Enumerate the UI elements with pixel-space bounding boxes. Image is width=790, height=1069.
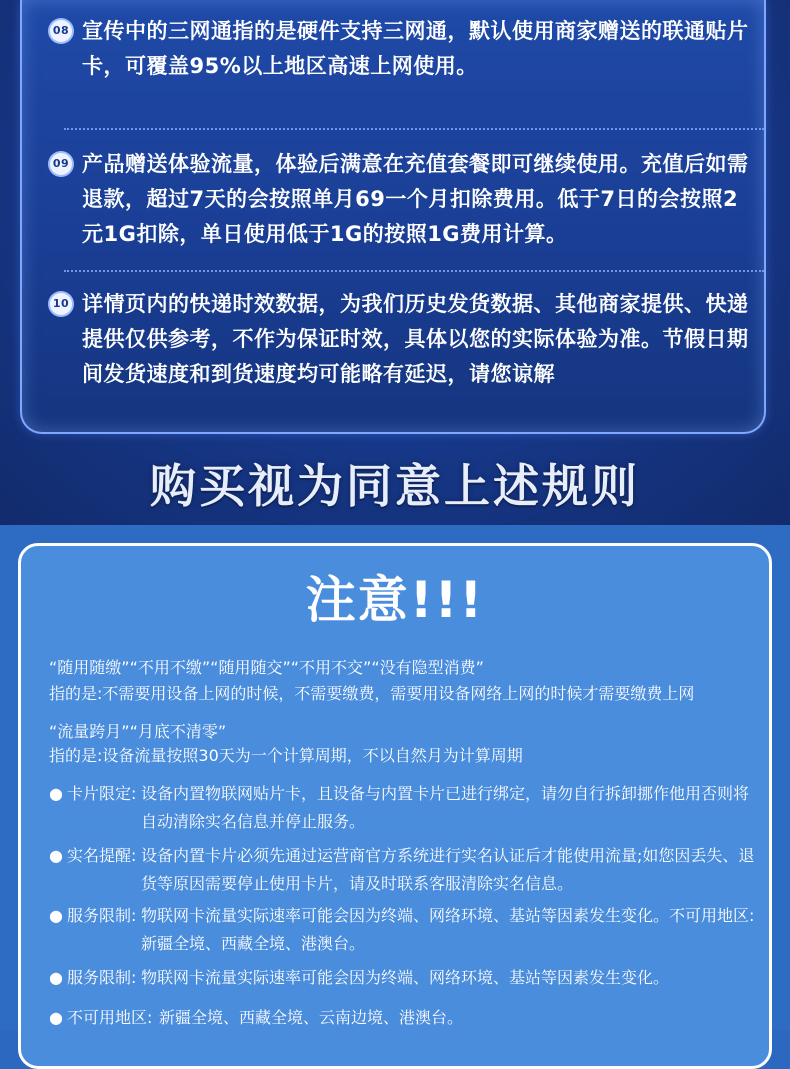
bullet-text: 物联网卡流量实际速率可能会因为终端、网络环境、基站等因素发生变化。不可用地区:新疆全境、西藏全境、港澳台。: [141, 906, 755, 953]
bullet-dot-icon: ●: [49, 906, 63, 925]
bullet-text: 设备内置物联网贴片卡，且设备与内置卡片已进行绑定，请勿自行拆卸挪作他用否则将自动清除实名信息并停止服务。: [141, 784, 750, 831]
bullet-dot-icon: ●: [49, 784, 63, 803]
notice-title: 注意!!!: [305, 571, 485, 629]
bullet-label: 服务限制:: [67, 906, 137, 925]
rules-card: [20, 0, 766, 434]
bullet-label: 实名提醒:: [67, 846, 137, 865]
bullet-label: 卡片限定:: [67, 784, 137, 803]
rule-number-badge: 09: [50, 153, 72, 175]
bullet-text: 新疆全境、西藏全境、云南边境、港澳台。: [159, 1008, 464, 1027]
term-heading: “随用随缴”“不用不缴”“随用随交”“不用不交”“没有隐型消费”: [49, 658, 484, 677]
bullet-label: 服务限制:: [67, 968, 137, 987]
bullet-dot-icon: ●: [49, 846, 63, 865]
bullet-dot-icon: ●: [49, 1008, 63, 1027]
dotted-divider: [64, 128, 764, 130]
bullet-label: 不可用地区:: [67, 1008, 153, 1027]
term-description: 指的是:不需要用设备上网的时候，不需要缴费，需要用设备网络上网的时候才需要缴费上网: [49, 684, 695, 703]
rule-text: 产品赠送体验流量，体验后满意在充值套餐即可继续使用。充值后如需退款，超过7天的会按照单月69一个月扣除费用。低于7日的会按照2元1G扣除，单日使用低于1G的按照1G费用计算。: [82, 152, 749, 246]
bullet-text: 物联网卡流量实际速率可能会因为终端、网络环境、基站等因素发生变化。: [141, 968, 670, 987]
rules-section: [0, 0, 790, 525]
rule-item: [50, 287, 750, 392]
rule-number-badge: 08: [50, 20, 72, 42]
agree-banner: 购买视为同意上述规则: [150, 459, 640, 513]
rule-number-badge: 10: [50, 293, 72, 315]
term-heading: “流量跨月”“月底不清零”: [49, 722, 227, 741]
notice-box: [18, 543, 772, 1069]
rule-item: [50, 14, 750, 84]
rule-item: [50, 147, 750, 252]
dotted-divider: [64, 270, 764, 272]
bullet-text: 设备内置卡片必须先通过运营商官方系统进行实名认证后才能使用流量;如您因丢失、退货等原因需要停止使用卡片，请及时联系客服清除实名信息。: [141, 846, 755, 893]
notice-section: [0, 525, 790, 1030]
rule-text: 宣传中的三网通指的是硬件支持三网通，默认使用商家赠送的联通贴片卡，可覆盖95%以上地区高速上网使用。: [82, 19, 749, 78]
bullet-dot-icon: ●: [49, 968, 63, 987]
term-description: 指的是:设备流量按照30天为一个计算周期，不以自然月为计算周期: [49, 746, 523, 765]
rule-text: 详情页内的快递时效数据，为我们历史发货数据、其他商家提供、快递提供仅供参考，不作为保证时效，具体以您的实际体验为准。节假日期间发货速度和到货速度均可能略有延迟，请您谅解: [82, 292, 749, 386]
